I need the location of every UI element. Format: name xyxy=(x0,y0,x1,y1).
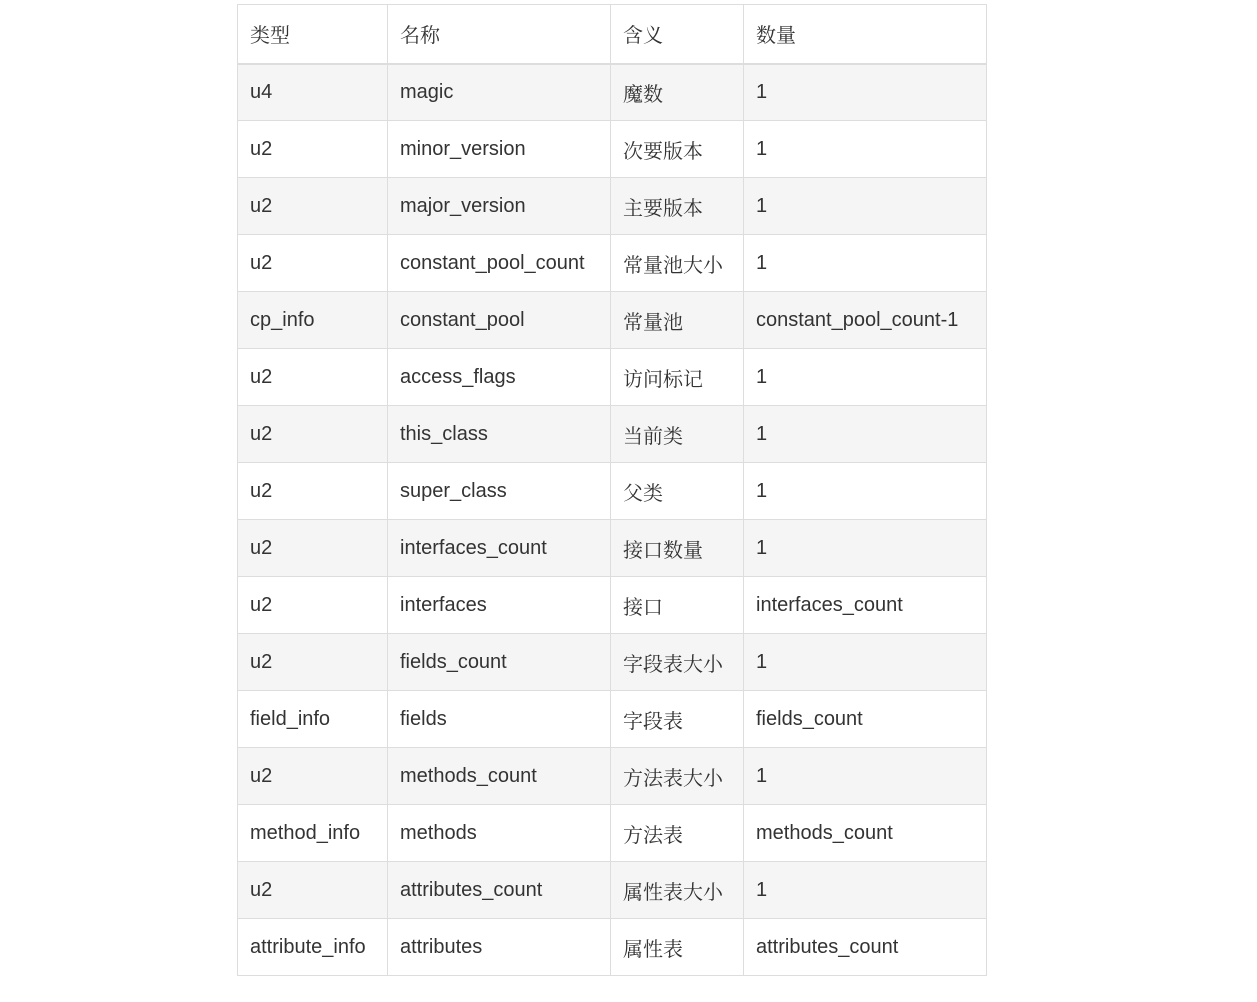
cell-name: interfaces_count xyxy=(388,520,611,577)
cell-count: 1 xyxy=(744,520,987,577)
cell-meaning: 属性表 xyxy=(611,919,744,976)
cell-count: fields_count xyxy=(744,691,987,748)
table-body xyxy=(238,64,987,976)
cell-meaning: 方法表大小 xyxy=(611,748,744,805)
table-row xyxy=(238,919,987,976)
cell-name: magic xyxy=(388,64,611,121)
class-file-structure-table xyxy=(237,4,987,976)
table-header xyxy=(238,5,987,64)
cell-count: 1 xyxy=(744,178,987,235)
cell-name: attributes_count xyxy=(388,862,611,919)
cell-name: methods xyxy=(388,805,611,862)
cell-type: u2 xyxy=(238,406,388,463)
cell-meaning: 字段表 xyxy=(611,691,744,748)
table-row xyxy=(238,463,987,520)
table-row xyxy=(238,235,987,292)
cell-type: u2 xyxy=(238,463,388,520)
cell-meaning: 常量池大小 xyxy=(611,235,744,292)
header-name: 名称 xyxy=(388,5,611,64)
cell-count: 1 xyxy=(744,862,987,919)
header-meaning: 含义 xyxy=(611,5,744,64)
cell-name: this_class xyxy=(388,406,611,463)
cell-count: interfaces_count xyxy=(744,577,987,634)
cell-type: attribute_info xyxy=(238,919,388,976)
cell-name: major_version xyxy=(388,178,611,235)
cell-count: 1 xyxy=(744,235,987,292)
table-row xyxy=(238,406,987,463)
table-row xyxy=(238,748,987,805)
header-row xyxy=(238,5,987,64)
cell-count: 1 xyxy=(744,64,987,121)
cell-type: field_info xyxy=(238,691,388,748)
cell-count: 1 xyxy=(744,634,987,691)
cell-type: u2 xyxy=(238,178,388,235)
cell-meaning: 字段表大小 xyxy=(611,634,744,691)
cell-count: 1 xyxy=(744,406,987,463)
table-row xyxy=(238,292,987,349)
cell-meaning: 次要版本 xyxy=(611,121,744,178)
cell-type: u4 xyxy=(238,64,388,121)
cell-type: cp_info xyxy=(238,292,388,349)
header-type: 类型 xyxy=(238,5,388,64)
cell-type: u2 xyxy=(238,748,388,805)
cell-type: u2 xyxy=(238,634,388,691)
cell-name: super_class xyxy=(388,463,611,520)
table-row xyxy=(238,862,987,919)
cell-meaning: 访问标记 xyxy=(611,349,744,406)
cell-name: access_flags xyxy=(388,349,611,406)
cell-meaning: 主要版本 xyxy=(611,178,744,235)
cell-meaning: 常量池 xyxy=(611,292,744,349)
table-row xyxy=(238,691,987,748)
table-row xyxy=(238,178,987,235)
table-row xyxy=(238,64,987,121)
cell-name: interfaces xyxy=(388,577,611,634)
cell-name: minor_version xyxy=(388,121,611,178)
cell-meaning: 属性表大小 xyxy=(611,862,744,919)
cell-type: u2 xyxy=(238,862,388,919)
table-row xyxy=(238,520,987,577)
cell-meaning: 接口 xyxy=(611,577,744,634)
cell-type: method_info xyxy=(238,805,388,862)
cell-count: 1 xyxy=(744,463,987,520)
cell-type: u2 xyxy=(238,349,388,406)
table-row xyxy=(238,121,987,178)
cell-meaning: 方法表 xyxy=(611,805,744,862)
cell-count: constant_pool_count-1 xyxy=(744,292,987,349)
header-count: 数量 xyxy=(744,5,987,64)
cell-count: 1 xyxy=(744,748,987,805)
table-row xyxy=(238,349,987,406)
cell-count: methods_count xyxy=(744,805,987,862)
cell-count: 1 xyxy=(744,121,987,178)
cell-meaning: 父类 xyxy=(611,463,744,520)
cell-meaning: 接口数量 xyxy=(611,520,744,577)
cell-name: attributes xyxy=(388,919,611,976)
table-row xyxy=(238,577,987,634)
cell-count: 1 xyxy=(744,349,987,406)
cell-name: fields_count xyxy=(388,634,611,691)
table-row xyxy=(238,805,987,862)
cell-name: fields xyxy=(388,691,611,748)
cell-type: u2 xyxy=(238,121,388,178)
cell-name: constant_pool_count xyxy=(388,235,611,292)
cell-type: u2 xyxy=(238,235,388,292)
cell-type: u2 xyxy=(238,577,388,634)
cell-name: constant_pool xyxy=(388,292,611,349)
cell-meaning: 当前类 xyxy=(611,406,744,463)
cell-name: methods_count xyxy=(388,748,611,805)
table-row xyxy=(238,634,987,691)
cell-type: u2 xyxy=(238,520,388,577)
cell-count: attributes_count xyxy=(744,919,987,976)
cell-meaning: 魔数 xyxy=(611,64,744,121)
